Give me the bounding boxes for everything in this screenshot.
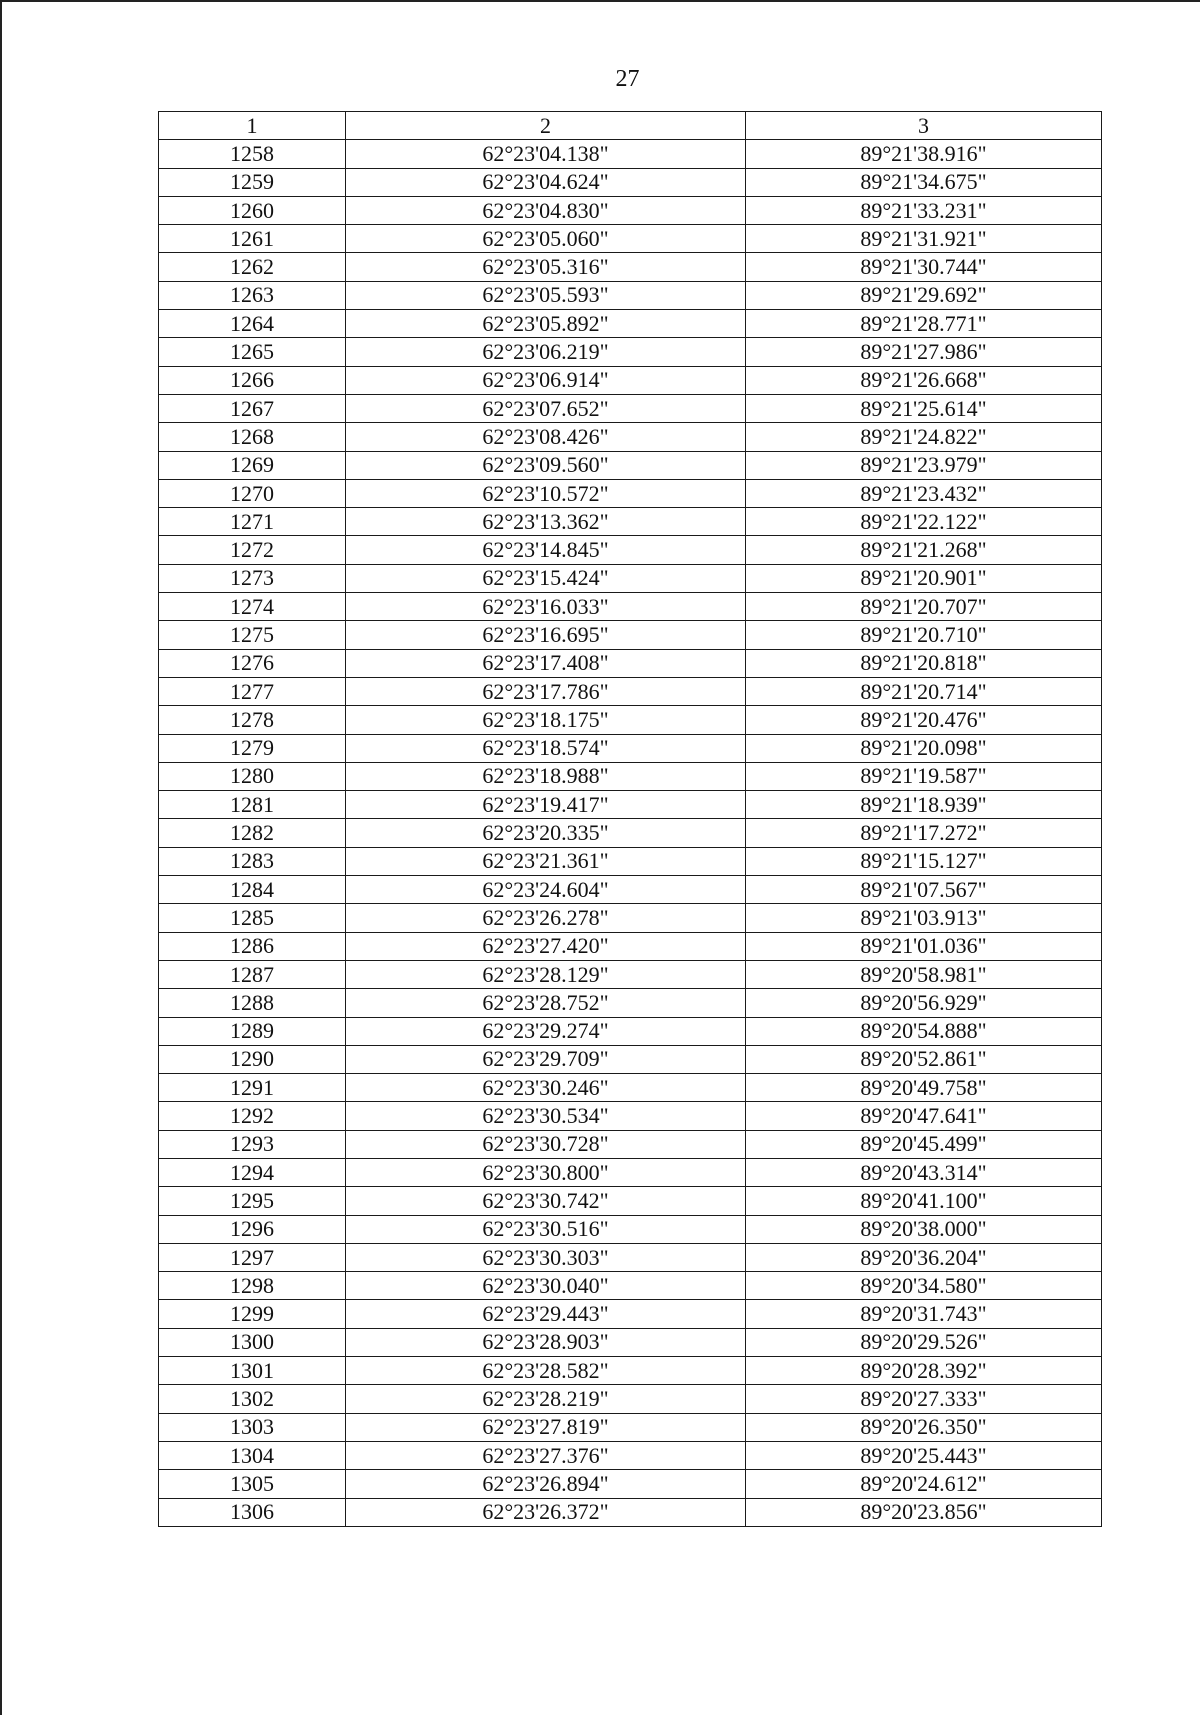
longitude-cell: 89°21'23.432"	[746, 479, 1102, 507]
latitude-cell: 62°23'26.372"	[346, 1498, 746, 1526]
point-number-cell: 1258	[159, 140, 346, 168]
longitude-cell: 89°21'21.268"	[746, 536, 1102, 564]
latitude-cell: 62°23'05.316"	[346, 253, 746, 281]
point-number-cell: 1306	[159, 1498, 346, 1526]
longitude-cell: 89°20'54.888"	[746, 1017, 1102, 1045]
point-number-cell: 1267	[159, 394, 346, 422]
point-number-cell: 1305	[159, 1470, 346, 1498]
table-row	[159, 479, 1102, 507]
latitude-cell: 62°23'29.443"	[346, 1300, 746, 1328]
latitude-cell: 62°23'18.574"	[346, 734, 746, 762]
point-number-cell: 1285	[159, 904, 346, 932]
longitude-cell: 89°21'20.098"	[746, 734, 1102, 762]
table-row	[159, 1187, 1102, 1215]
longitude-cell: 89°21'22.122"	[746, 508, 1102, 536]
table-row	[159, 196, 1102, 224]
table-body	[159, 140, 1102, 1527]
longitude-cell: 89°20'29.526"	[746, 1328, 1102, 1356]
latitude-cell: 62°23'29.709"	[346, 1045, 746, 1073]
point-number-cell: 1297	[159, 1243, 346, 1271]
table-row	[159, 366, 1102, 394]
longitude-cell: 89°21'27.986"	[746, 338, 1102, 366]
latitude-cell: 62°23'18.175"	[346, 706, 746, 734]
point-number-cell: 1275	[159, 621, 346, 649]
latitude-cell: 62°23'20.335"	[346, 819, 746, 847]
table-row	[159, 876, 1102, 904]
longitude-cell: 89°20'41.100"	[746, 1187, 1102, 1215]
table-row	[159, 564, 1102, 592]
column-header-2: 2	[346, 112, 746, 140]
point-number-cell: 1291	[159, 1074, 346, 1102]
latitude-cell: 62°23'06.219"	[346, 338, 746, 366]
longitude-cell: 89°20'47.641"	[746, 1102, 1102, 1130]
table-row	[159, 1385, 1102, 1413]
point-number-cell: 1265	[159, 338, 346, 366]
longitude-cell: 89°20'45.499"	[746, 1130, 1102, 1158]
point-number-cell: 1260	[159, 196, 346, 224]
table-row	[159, 1045, 1102, 1073]
point-number-cell: 1281	[159, 791, 346, 819]
point-number-cell: 1273	[159, 564, 346, 592]
longitude-cell: 89°21'01.036"	[746, 932, 1102, 960]
table-row	[159, 593, 1102, 621]
table-row	[159, 649, 1102, 677]
latitude-cell: 62°23'05.892"	[346, 310, 746, 338]
table-row	[159, 734, 1102, 762]
latitude-cell: 62°23'28.903"	[346, 1328, 746, 1356]
longitude-cell: 89°20'28.392"	[746, 1357, 1102, 1385]
longitude-cell: 89°21'38.916"	[746, 140, 1102, 168]
latitude-cell: 62°23'30.516"	[346, 1215, 746, 1243]
latitude-cell: 62°23'27.376"	[346, 1441, 746, 1469]
longitude-cell: 89°20'23.856"	[746, 1498, 1102, 1526]
longitude-cell: 89°21'20.714"	[746, 677, 1102, 705]
latitude-cell: 62°23'30.742"	[346, 1187, 746, 1215]
longitude-cell: 89°21'15.127"	[746, 847, 1102, 875]
point-number-cell: 1284	[159, 876, 346, 904]
table-row	[159, 932, 1102, 960]
table-row	[159, 1215, 1102, 1243]
table-row	[159, 1017, 1102, 1045]
latitude-cell: 62°23'17.786"	[346, 677, 746, 705]
latitude-cell: 62°23'06.914"	[346, 366, 746, 394]
point-number-cell: 1300	[159, 1328, 346, 1356]
longitude-cell: 89°21'20.476"	[746, 706, 1102, 734]
latitude-cell: 62°23'26.278"	[346, 904, 746, 932]
table-row	[159, 1272, 1102, 1300]
point-number-cell: 1272	[159, 536, 346, 564]
latitude-cell: 62°23'16.033"	[346, 593, 746, 621]
table-row	[159, 1074, 1102, 1102]
column-header-3: 3	[746, 112, 1102, 140]
table-row	[159, 1498, 1102, 1526]
longitude-cell: 89°21'31.921"	[746, 225, 1102, 253]
latitude-cell: 62°23'26.894"	[346, 1470, 746, 1498]
table-row	[159, 1300, 1102, 1328]
column-header-1: 1	[159, 112, 346, 140]
latitude-cell: 62°23'15.424"	[346, 564, 746, 592]
point-number-cell: 1264	[159, 310, 346, 338]
point-number-cell: 1298	[159, 1272, 346, 1300]
table-header-row	[159, 112, 1102, 140]
longitude-cell: 89°21'34.675"	[746, 168, 1102, 196]
table-row	[159, 338, 1102, 366]
latitude-cell: 62°23'28.752"	[346, 989, 746, 1017]
point-number-cell: 1274	[159, 593, 346, 621]
table-row	[159, 1413, 1102, 1441]
latitude-cell: 62°23'04.624"	[346, 168, 746, 196]
latitude-cell: 62°23'17.408"	[346, 649, 746, 677]
latitude-cell: 62°23'27.420"	[346, 932, 746, 960]
longitude-cell: 89°21'29.692"	[746, 281, 1102, 309]
point-number-cell: 1303	[159, 1413, 346, 1441]
longitude-cell: 89°20'38.000"	[746, 1215, 1102, 1243]
longitude-cell: 89°20'26.350"	[746, 1413, 1102, 1441]
page-number: 27	[615, 66, 640, 92]
longitude-cell: 89°21'17.272"	[746, 819, 1102, 847]
longitude-cell: 89°21'33.231"	[746, 196, 1102, 224]
latitude-cell: 62°23'04.138"	[346, 140, 746, 168]
point-number-cell: 1268	[159, 423, 346, 451]
point-number-cell: 1280	[159, 762, 346, 790]
table-row	[159, 791, 1102, 819]
table-row	[159, 960, 1102, 988]
point-number-cell: 1296	[159, 1215, 346, 1243]
latitude-cell: 62°23'04.830"	[346, 196, 746, 224]
longitude-cell: 89°21'19.587"	[746, 762, 1102, 790]
longitude-cell: 89°20'25.443"	[746, 1441, 1102, 1469]
latitude-cell: 62°23'08.426"	[346, 423, 746, 451]
longitude-cell: 89°20'58.981"	[746, 960, 1102, 988]
longitude-cell: 89°20'49.758"	[746, 1074, 1102, 1102]
point-number-cell: 1301	[159, 1357, 346, 1385]
table-row	[159, 904, 1102, 932]
point-number-cell: 1287	[159, 960, 346, 988]
table-row	[159, 847, 1102, 875]
longitude-cell: 89°21'24.822"	[746, 423, 1102, 451]
longitude-cell: 89°21'20.901"	[746, 564, 1102, 592]
longitude-cell: 89°20'24.612"	[746, 1470, 1102, 1498]
table-row	[159, 536, 1102, 564]
point-number-cell: 1290	[159, 1045, 346, 1073]
coordinates-table	[158, 111, 1102, 1527]
table-row	[159, 168, 1102, 196]
table-row	[159, 508, 1102, 536]
longitude-cell: 89°20'56.929"	[746, 989, 1102, 1017]
point-number-cell: 1286	[159, 932, 346, 960]
longitude-cell: 89°21'26.668"	[746, 366, 1102, 394]
longitude-cell: 89°20'52.861"	[746, 1045, 1102, 1073]
point-number-cell: 1302	[159, 1385, 346, 1413]
point-number-cell: 1304	[159, 1441, 346, 1469]
point-number-cell: 1289	[159, 1017, 346, 1045]
scan-border-top	[0, 0, 1200, 2]
longitude-cell: 89°20'43.314"	[746, 1158, 1102, 1186]
point-number-cell: 1266	[159, 366, 346, 394]
latitude-cell: 62°23'14.845"	[346, 536, 746, 564]
point-number-cell: 1292	[159, 1102, 346, 1130]
longitude-cell: 89°21'23.979"	[746, 451, 1102, 479]
point-number-cell: 1278	[159, 706, 346, 734]
latitude-cell: 62°23'28.219"	[346, 1385, 746, 1413]
table-row	[159, 1243, 1102, 1271]
longitude-cell: 89°20'34.580"	[746, 1272, 1102, 1300]
latitude-cell: 62°23'19.417"	[346, 791, 746, 819]
latitude-cell: 62°23'16.695"	[346, 621, 746, 649]
table-row	[159, 989, 1102, 1017]
longitude-cell: 89°21'03.913"	[746, 904, 1102, 932]
point-number-cell: 1283	[159, 847, 346, 875]
latitude-cell: 62°23'29.274"	[346, 1017, 746, 1045]
latitude-cell: 62°23'05.593"	[346, 281, 746, 309]
longitude-cell: 89°21'07.567"	[746, 876, 1102, 904]
point-number-cell: 1295	[159, 1187, 346, 1215]
point-number-cell: 1276	[159, 649, 346, 677]
table-row	[159, 621, 1102, 649]
table-row	[159, 762, 1102, 790]
latitude-cell: 62°23'30.303"	[346, 1243, 746, 1271]
table-row	[159, 1470, 1102, 1498]
point-number-cell: 1294	[159, 1158, 346, 1186]
latitude-cell: 62°23'21.361"	[346, 847, 746, 875]
longitude-cell: 89°20'36.204"	[746, 1243, 1102, 1271]
table-row	[159, 394, 1102, 422]
point-number-cell: 1293	[159, 1130, 346, 1158]
latitude-cell: 62°23'13.362"	[346, 508, 746, 536]
table-row	[159, 451, 1102, 479]
table-row	[159, 1130, 1102, 1158]
latitude-cell: 62°23'30.728"	[346, 1130, 746, 1158]
longitude-cell: 89°21'28.771"	[746, 310, 1102, 338]
latitude-cell: 62°23'28.129"	[346, 960, 746, 988]
table-row	[159, 1102, 1102, 1130]
table-row	[159, 310, 1102, 338]
point-number-cell: 1263	[159, 281, 346, 309]
longitude-cell: 89°21'30.744"	[746, 253, 1102, 281]
point-number-cell: 1277	[159, 677, 346, 705]
table-row	[159, 1328, 1102, 1356]
latitude-cell: 62°23'07.652"	[346, 394, 746, 422]
point-number-cell: 1269	[159, 451, 346, 479]
latitude-cell: 62°23'24.604"	[346, 876, 746, 904]
longitude-cell: 89°20'31.743"	[746, 1300, 1102, 1328]
latitude-cell: 62°23'10.572"	[346, 479, 746, 507]
table-row	[159, 1441, 1102, 1469]
table-row	[159, 819, 1102, 847]
latitude-cell: 62°23'30.246"	[346, 1074, 746, 1102]
scan-border-left	[0, 0, 2, 1715]
latitude-cell: 62°23'05.060"	[346, 225, 746, 253]
point-number-cell: 1262	[159, 253, 346, 281]
table-row	[159, 706, 1102, 734]
table-row	[159, 1357, 1102, 1385]
longitude-cell: 89°21'20.818"	[746, 649, 1102, 677]
table-row	[159, 677, 1102, 705]
table-row	[159, 423, 1102, 451]
point-number-cell: 1270	[159, 479, 346, 507]
longitude-cell: 89°21'20.710"	[746, 621, 1102, 649]
longitude-cell: 89°21'25.614"	[746, 394, 1102, 422]
latitude-cell: 62°23'30.800"	[346, 1158, 746, 1186]
table-row	[159, 281, 1102, 309]
point-number-cell: 1259	[159, 168, 346, 196]
table-row	[159, 253, 1102, 281]
latitude-cell: 62°23'28.582"	[346, 1357, 746, 1385]
table-row	[159, 1158, 1102, 1186]
table-row	[159, 140, 1102, 168]
latitude-cell: 62°23'30.040"	[346, 1272, 746, 1300]
table-row	[159, 225, 1102, 253]
point-number-cell: 1282	[159, 819, 346, 847]
latitude-cell: 62°23'09.560"	[346, 451, 746, 479]
latitude-cell: 62°23'18.988"	[346, 762, 746, 790]
longitude-cell: 89°20'27.333"	[746, 1385, 1102, 1413]
point-number-cell: 1288	[159, 989, 346, 1017]
point-number-cell: 1279	[159, 734, 346, 762]
longitude-cell: 89°21'20.707"	[746, 593, 1102, 621]
point-number-cell: 1271	[159, 508, 346, 536]
point-number-cell: 1299	[159, 1300, 346, 1328]
latitude-cell: 62°23'30.534"	[346, 1102, 746, 1130]
latitude-cell: 62°23'27.819"	[346, 1413, 746, 1441]
point-number-cell: 1261	[159, 225, 346, 253]
longitude-cell: 89°21'18.939"	[746, 791, 1102, 819]
